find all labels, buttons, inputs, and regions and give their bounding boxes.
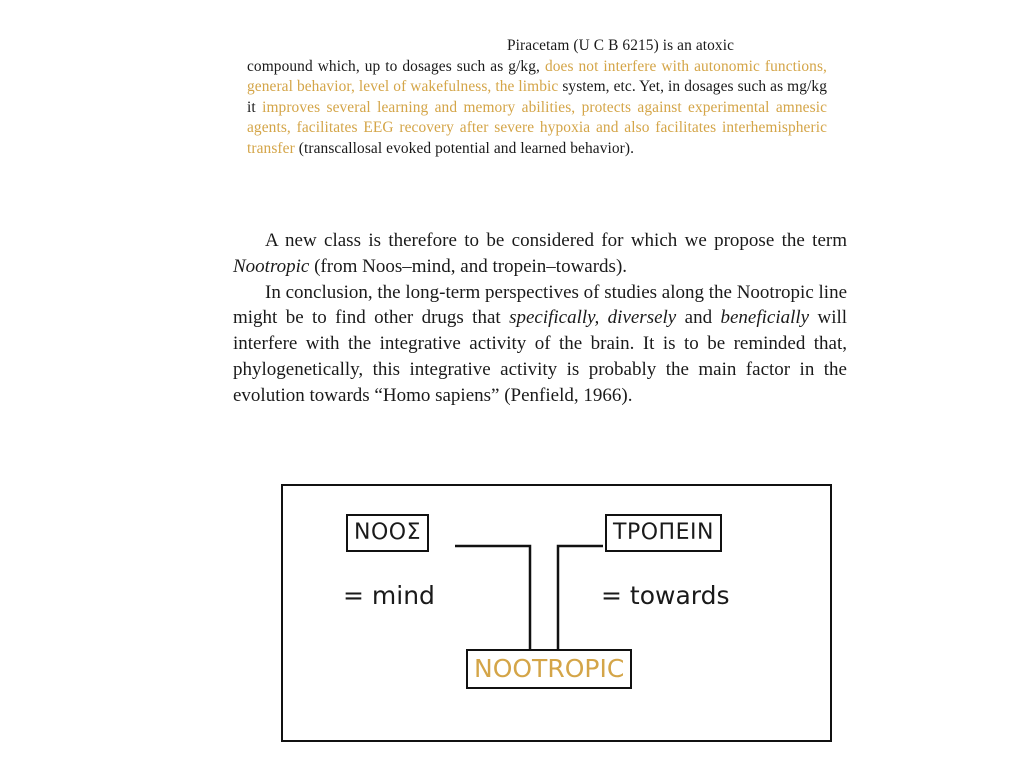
- etymology-diagram: [281, 484, 832, 742]
- connector-left: [455, 546, 530, 652]
- p1-text-a: A new class is therefore to be considered for which we propose the term: [265, 230, 847, 251]
- paragraph-conclusion: [233, 280, 847, 409]
- paragraph-new-class: [233, 228, 847, 280]
- highlight-no-interference: does not interfere with autonomic functions, general behavior, level of wakefulness, the limbic: [247, 57, 828, 96]
- excerpt-first-line: Piracetam (U C B 6215) is an atoxic: [507, 37, 735, 54]
- p2-text-c: will interfere with the integrative activity of the brain. It is to be reminded that, phylogenetically, this integrative activity is probably the main factor in the evolution towards “Homo sapiens” (Penfield, 1966).: [233, 307, 848, 406]
- excerpt-text-2: system, etc. Yet, in dosages such as mg/kg it: [247, 78, 827, 116]
- excerpt-paragraph: [247, 36, 827, 160]
- p2-italic-1: specifically, diversely: [509, 307, 677, 329]
- p2-text-a: In conclusion, the long-term perspectives of studies along the Nootropic line might be to find other drugs that: [233, 281, 847, 329]
- p2-italic-2: beneficially: [720, 307, 810, 329]
- body-text: [233, 228, 847, 409]
- gloss-mind: = mind: [343, 581, 435, 610]
- p2-text-b: and: [684, 307, 713, 329]
- p1-text-b: (from Noos–mind, and tropein–towards).: [314, 255, 628, 277]
- highlight-improves-learning: improves several learning and memory abilities,: [262, 98, 576, 116]
- connector-right: [558, 546, 603, 652]
- greek-word-noos: ΝΟΟΣ: [346, 514, 429, 552]
- excerpt-text-3: (transcallosal evoked potential and learned behavior).: [298, 139, 635, 157]
- excerpt-text-1: compound which, up to dosages such as g/kg,: [247, 57, 540, 75]
- highlight-protects: protects against experimental amnesic agents, facilitates EEG recovery after severe hypoxia and also facilitates interhemispheric transfer: [247, 98, 828, 157]
- term-nootropic: Nootropic: [233, 255, 310, 277]
- gloss-towards: = towards: [601, 581, 730, 610]
- greek-word-tropein: ΤΡΟΠΕΙΝ: [605, 514, 722, 552]
- result-nootropic: NOOTROPIC: [466, 649, 632, 689]
